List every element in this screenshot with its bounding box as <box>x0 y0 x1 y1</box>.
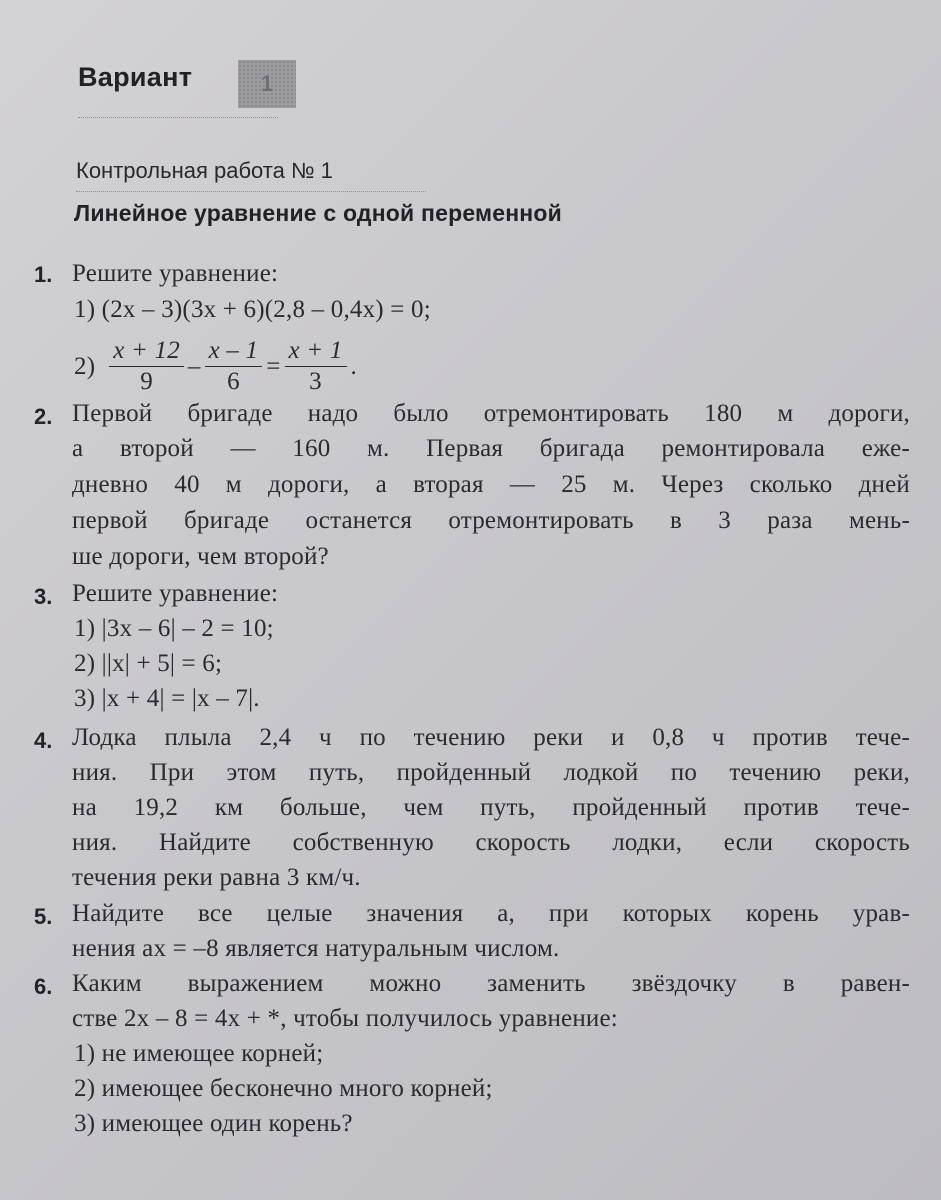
variant-title: Вариант <box>78 62 193 92</box>
equation: 1) (2x – 3)(3x + 6)(2,8 – 0,4x) = 0; <box>74 296 431 323</box>
problem-text: Решите уравнение: <box>72 580 279 607</box>
problem-number: 5. <box>34 904 53 929</box>
divider <box>78 117 278 119</box>
answer-option: 2) имеющее бесконечно много корней; <box>74 1075 493 1102</box>
equation-fractions <box>74 336 357 397</box>
problem-text: дневно 40 м дороги, а вторая — 25 м. Через сколько дней <box>72 471 910 498</box>
equation: 3) |x + 4| = |x – 7|. <box>74 685 260 712</box>
variant-number-badge: 1 <box>238 60 296 108</box>
equation: 2) ||x| + 5| = 6; <box>74 650 223 677</box>
problem-text: течения реки равна 3 км/ч. <box>72 864 361 891</box>
problem-text: на 19,2 км больше, чем путь, пройденный против тече- <box>72 794 910 821</box>
operator: = <box>266 352 281 380</box>
problem-text: Найдите все целые значения a, при которых корень урав- <box>72 900 910 927</box>
problem-text: ния. При этом путь, пройденный лодкой по течению реки, <box>72 759 910 786</box>
problem-text: ше дороги, чем второй? <box>72 543 329 570</box>
answer-option: 3) имеющее один корень? <box>74 1110 353 1137</box>
fraction-denominator: 9 <box>140 368 153 395</box>
problem-text: ния. Найдите собственную скорость лодки, если скорость <box>72 829 910 856</box>
problem-text: первой бригаде останется отремонтировать в 3 раза мень- <box>72 507 910 534</box>
work-title: Контрольная работа № 1 <box>76 158 333 183</box>
problem-number: 3. <box>34 584 53 609</box>
problem-number: 6. <box>34 974 53 999</box>
operator: . <box>350 352 357 380</box>
equation: 1) |3x – 6| – 2 = 10; <box>74 615 274 642</box>
fraction <box>109 336 184 397</box>
problem-text: Лодка плыла 2,4 ч по течению реки и 0,8 ч против тече- <box>72 724 910 751</box>
problem-text: нения ax = –8 является натуральным числом. <box>72 935 560 962</box>
problem-text: Решите уравнение: <box>72 260 279 287</box>
fraction-numerator: x – 1 <box>205 336 263 367</box>
problem-text: Первой бригаде надо было отремонтировать 180 м дороги, <box>72 400 910 427</box>
fraction-denominator: 6 <box>227 368 240 395</box>
operator: – <box>187 352 201 380</box>
problem-number: 2. <box>34 404 53 429</box>
problem-text: Каким выражением можно заменить звёздочку в равен- <box>72 970 910 997</box>
fraction <box>285 336 347 397</box>
problem-text: стве 2x – 8 = 4x + *, чтобы получилось уравнение: <box>72 1005 618 1032</box>
problem-number: 4. <box>34 728 53 753</box>
answer-option: 1) не имеющее корней; <box>74 1040 324 1067</box>
topic-title: Линейное уравнение с одной переменной <box>74 200 562 226</box>
fraction-numerator: x + 1 <box>285 336 347 367</box>
fraction <box>205 336 263 397</box>
equation-label: 2) <box>74 352 96 380</box>
fraction-numerator: x + 12 <box>109 336 184 367</box>
fraction-denominator: 3 <box>309 368 322 395</box>
divider <box>76 191 426 192</box>
problem-text: а второй — 160 м. Первая бригада ремонтировала еже- <box>72 435 910 462</box>
problem-number: 1. <box>34 262 53 287</box>
